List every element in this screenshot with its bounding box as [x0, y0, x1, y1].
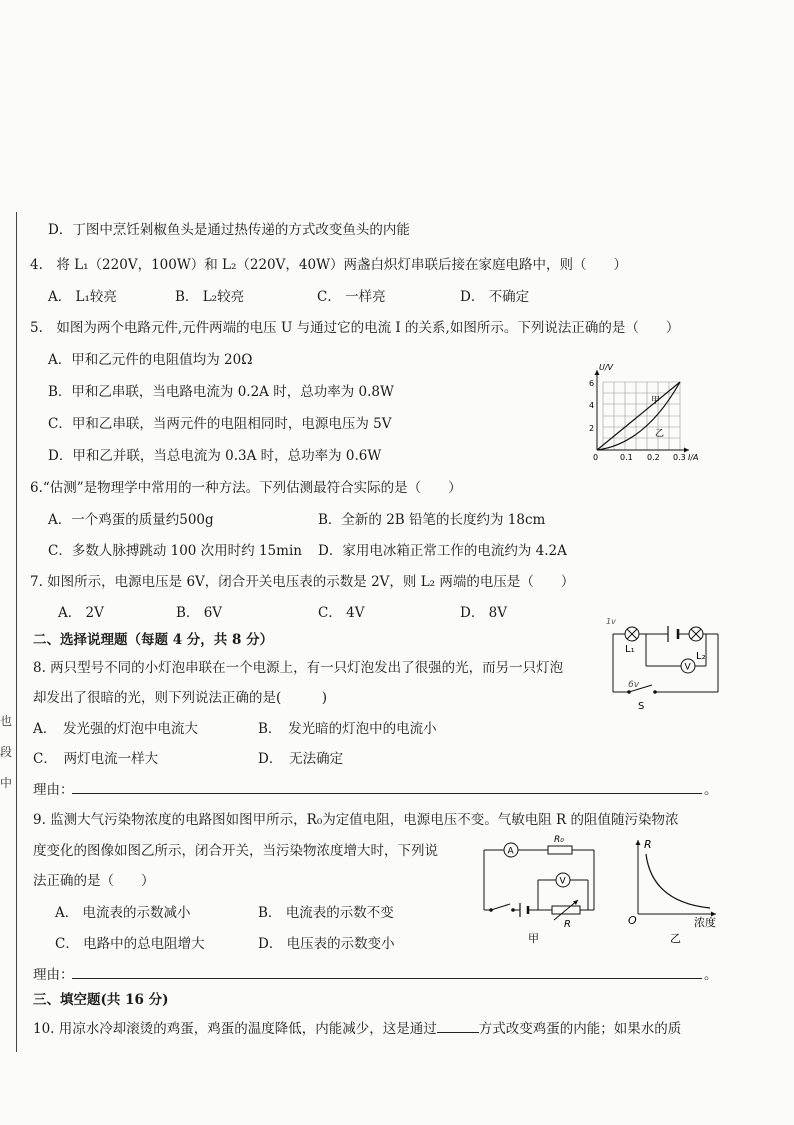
q5-option-b: B．甲和乙串联，当电路电流为 0.2A 时，总功率为 0.8W	[48, 384, 394, 400]
curve-jia-label: 甲	[651, 396, 661, 406]
q9-reason-end: 。	[704, 967, 718, 983]
label-l2: L₂	[696, 651, 706, 662]
q6-option-c: C．多数人脉搏跳动 100 次用时约 15min	[48, 543, 302, 559]
section-3-heading: 三、填空题(共 16 分)	[33, 992, 169, 1008]
q5-option-a: A．甲和乙元件的电阻值均为 20Ω	[48, 352, 253, 368]
q10-blank[interactable]	[437, 1020, 479, 1033]
y-axis-label: R	[644, 838, 652, 851]
q3-option-d: D．丁图中烹饪剁椒鱼头是通过热传递的方式改变鱼头的内能	[48, 222, 410, 238]
margin-char: 中	[0, 776, 13, 790]
q9-option-b: B． 电流表的示数不变	[258, 905, 394, 921]
x-tick: 0	[593, 453, 599, 462]
q8-stem-line2: 却发出了很暗的光，则下列说法正确的是( )	[33, 690, 328, 706]
q9-reason-label: 理由：	[33, 967, 74, 983]
handwritten-mark: 6v	[628, 680, 640, 690]
switch	[491, 904, 510, 910]
svg-text:V: V	[684, 662, 691, 673]
q8-stem-line1: 8. 两只型号不同的小灯泡串联在一个电源上，有一只灯泡发出了很强的光，而另一只灯泡	[33, 660, 564, 676]
q8-reason-label: 理由：	[33, 782, 74, 798]
q6-option-a: A．一个鸡蛋的质量约500g	[48, 512, 214, 528]
y-tick: 2	[589, 424, 595, 433]
q8-option-c: C． 两灯电流一样大	[33, 751, 159, 767]
svg-text:R₀: R₀	[554, 835, 564, 845]
q8-option-b: B． 发光暗的灯泡中的电流小	[258, 721, 437, 737]
x-axis-label: 浓度	[694, 916, 716, 929]
y-tick: 4	[589, 401, 595, 410]
r-vs-concentration-curve	[646, 854, 710, 908]
x-tick: 0.2	[647, 453, 660, 462]
q7-circuit-diagram	[598, 614, 733, 722]
q4-option-d: D． 不确定	[460, 289, 530, 305]
q8-option-a: A． 发光强的灯泡中电流大	[33, 721, 198, 737]
binding-margin-line	[16, 212, 17, 1052]
q9-stem-line2: 度变化的图像如图乙所示，闭合开关，当污染物浓度增大时，下列说	[33, 843, 438, 859]
q7-option-c: C． 4V	[318, 605, 365, 621]
q8-option-d: D． 无法确定	[258, 751, 344, 767]
q4-option-a: A． L₁较亮	[48, 289, 117, 305]
q10-stem	[33, 1017, 681, 1037]
x-tick: 0.3	[673, 453, 686, 462]
label-s: S	[638, 701, 645, 712]
resistor-r0	[548, 846, 572, 854]
q5-option-c: C．甲和乙串联，当两元件的电阻相同时，电源电压为 5V	[48, 416, 392, 432]
q8-reason-end: 。	[704, 782, 718, 798]
q4-stem: 4. 将 L₁（220V，100W）和 L₂（220V，40W）两盏白炽灯串联后接在家庭电路中，则（ ）	[30, 257, 627, 273]
margin-char: 段	[0, 745, 13, 759]
q9-option-c: C． 电路中的总电阻增大	[55, 936, 205, 952]
q9-figure-yi-graph	[624, 832, 724, 944]
x-tick: 0.1	[620, 453, 633, 462]
q9-figure-jia	[476, 830, 606, 945]
origin-label: O	[628, 914, 637, 927]
q10-text-after: 方式改变鸡蛋的内能；如果水的质	[478, 1021, 682, 1037]
curve-yi-label: 乙	[655, 429, 665, 439]
q7-stem: 7. 如图所示，电源电压是 6V，闭合开关电压表的示数是 2V，则 L₂ 两端的电压是（ ）	[30, 574, 575, 590]
q9-stem-line1: 9. 监测大气污染物浓度的电路图如图甲所示，R₀为定值电阻，电源电压不变。气敏电阻 R 的阻值随污染物浓	[33, 812, 679, 828]
q6-stem: 6.“估测”是物理学中常用的一种方法。下列估测最符合实际的是（ ）	[30, 480, 462, 496]
q7-option-a: A． 2V	[58, 605, 104, 621]
section-2-heading: 二、选择说理题（每题 4 分，共 8 分）	[33, 632, 274, 648]
handwritten-mark: 1v	[606, 617, 616, 626]
q7-option-b: B． 6V	[176, 605, 223, 621]
q9-reason-blank[interactable]	[72, 977, 702, 979]
q5-stem: 5. 如图为两个电路元件,元件两端的电压 U 与通过它的电流 I 的关系,如图所示。下列说法正确的是（ ）	[30, 320, 680, 336]
margin-char: 也	[0, 714, 13, 728]
x-axis-label: I/A	[688, 453, 699, 462]
q4-option-b: B． L₂较亮	[175, 289, 245, 305]
svg-text:V: V	[559, 876, 566, 887]
q9-option-a: A． 电流表的示数减小	[55, 905, 191, 921]
svg-text:A: A	[507, 846, 514, 857]
figure-caption-yi: 乙	[670, 932, 681, 944]
q5-ui-graph	[585, 362, 705, 467]
q6-option-d: D．家用电冰箱正常工作的电流约为 4.2A	[318, 543, 567, 559]
q10-text-before: 10. 用凉水冷却滚烫的鸡蛋，鸡蛋的温度降低，内能减少，这是通过	[33, 1021, 437, 1037]
q9-stem-line3: 法正确的是（ ）	[33, 873, 155, 889]
y-axis-label: U/V	[599, 363, 614, 372]
label-l1: L₁	[625, 644, 635, 655]
q7-option-d: D． 8V	[460, 605, 507, 621]
figure-caption-jia: 甲	[528, 932, 539, 945]
q5-option-d: D．甲和乙并联，当总电流为 0.3A 时，总功率为 0.6W	[48, 448, 382, 464]
y-tick: 6	[589, 379, 595, 388]
svg-text:R: R	[564, 919, 571, 930]
q8-reason-blank[interactable]	[72, 792, 702, 794]
q9-option-d: D． 电压表的示数变小	[258, 936, 395, 952]
q4-option-c: C． 一样亮	[317, 289, 386, 305]
q6-option-b: B．全新的 2B 铅笔的长度约为 18cm	[318, 512, 546, 528]
